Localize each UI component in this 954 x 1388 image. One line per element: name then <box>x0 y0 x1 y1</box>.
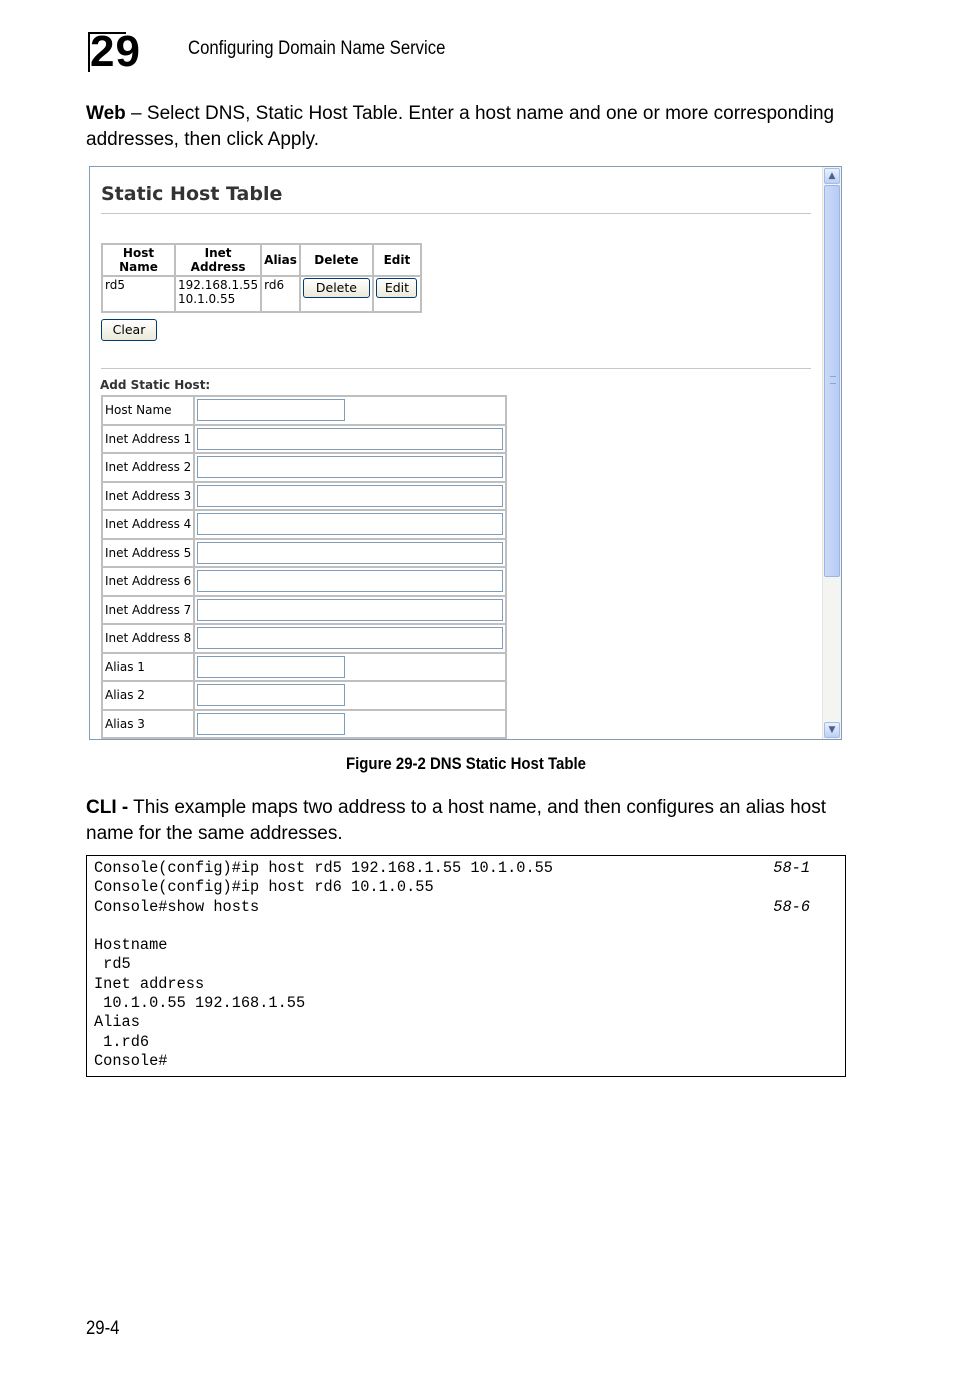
cli-description <box>86 795 856 847</box>
host-table <box>101 243 422 313</box>
inet-address-7-input[interactable] <box>197 599 503 621</box>
title-divider <box>101 213 811 215</box>
static-host-table-screenshot <box>89 166 842 740</box>
add-static-host-form <box>101 395 507 739</box>
inet-address-4-input[interactable] <box>197 513 503 535</box>
inet-address-2-input[interactable] <box>197 456 503 478</box>
inet-address-1-label: Inet Address 1 <box>102 425 194 454</box>
code-line <box>94 1052 838 1071</box>
code-line <box>94 917 838 936</box>
grip-icon <box>830 376 836 384</box>
form-row-alias-2 <box>102 681 506 710</box>
scroll-down-icon[interactable]: ▼ <box>824 722 840 738</box>
web-lead: Web <box>86 103 126 124</box>
col-alias: Alias <box>261 244 300 276</box>
inet-address-2: 10.1.0.55 <box>178 292 236 306</box>
form-row-inet-address-3 <box>102 482 506 511</box>
code-line <box>94 1033 838 1052</box>
inet-address-1: 192.168.1.55 <box>178 278 259 292</box>
alias-1-label: Alias 1 <box>102 653 194 682</box>
cell-alias: rd6 <box>261 276 300 312</box>
code-ref: 58-1 <box>773 859 810 877</box>
code-text: 10.1.0.55 192.168.1.55 <box>94 994 306 1013</box>
inet-address-6-input[interactable] <box>197 570 503 592</box>
form-row-inet-address-6 <box>102 567 506 596</box>
alias-2-label: Alias 2 <box>102 681 194 710</box>
inet-address-8-input[interactable] <box>197 627 503 649</box>
form-row-alias-1 <box>102 653 506 682</box>
form-row-alias-3 <box>102 710 506 739</box>
code-text: 1.rd6 <box>94 1032 150 1051</box>
chapter-number: 29 <box>90 27 141 76</box>
inet-address-6-label: Inet Address 6 <box>102 567 194 596</box>
form-row-inet-address-8 <box>102 624 506 653</box>
clear-button[interactable]: Clear <box>101 319 157 341</box>
host-name-input[interactable] <box>197 399 345 421</box>
form-row-host-name <box>102 396 506 425</box>
col-host-name: Host Name <box>102 244 175 276</box>
code-line <box>94 994 838 1013</box>
chapter-number-box <box>88 27 166 76</box>
code-text: Console(config)#ip host rd6 10.1.0.55 <box>94 878 434 897</box>
form-row-inet-address-2 <box>102 453 506 482</box>
form-row-inet-address-4 <box>102 510 506 539</box>
inet-address-3-input[interactable] <box>197 485 503 507</box>
cell-edit <box>373 276 421 312</box>
inet-address-2-label: Inet Address 2 <box>102 453 194 482</box>
web-instructions <box>86 101 856 153</box>
code-text: Alias <box>94 1013 140 1032</box>
inet-address-7-label: Inet Address 7 <box>102 596 194 625</box>
code-text: Hostname <box>94 936 168 955</box>
code-text: Console(config)#ip host rd5 192.168.1.55 10.1.0.55 <box>94 859 553 877</box>
add-static-host-label: Add Static Host: <box>100 378 211 392</box>
col-inet-address: Inet Address <box>175 244 261 276</box>
cli-text: This example maps two address to a host name, and then configures an alias host name for the same addresses. <box>86 797 826 844</box>
cli-lead: CLI - <box>86 797 129 818</box>
alias-3-label: Alias 3 <box>102 710 194 739</box>
scrollbar-thumb[interactable] <box>824 185 840 577</box>
code-line <box>94 859 838 878</box>
code-line <box>94 1013 838 1032</box>
scroll-up-icon[interactable]: ▲ <box>824 168 840 184</box>
inet-address-5-label: Inet Address 5 <box>102 539 194 568</box>
alias-3-input[interactable] <box>197 713 345 735</box>
figure-caption: Figure 29-2 DNS Static Host Table <box>346 754 586 773</box>
code-text: Inet address <box>94 974 205 993</box>
form-row-inet-address-5 <box>102 539 506 568</box>
code-line <box>94 898 838 917</box>
cell-delete <box>300 276 373 312</box>
code-text: Console#show hosts <box>94 897 260 916</box>
code-text: Console# <box>94 1051 168 1070</box>
cell-host-name: rd5 <box>102 276 175 312</box>
inet-address-8-label: Inet Address 8 <box>102 624 194 653</box>
inet-address-4-label: Inet Address 4 <box>102 510 194 539</box>
code-line <box>94 936 838 955</box>
code-line <box>94 975 838 994</box>
cell-inet-address <box>175 276 261 312</box>
alias-2-input[interactable] <box>197 684 345 706</box>
inet-address-1-input[interactable] <box>197 428 503 450</box>
code-ref: 58-6 <box>773 897 810 916</box>
inet-address-5-input[interactable] <box>197 542 503 564</box>
edit-button[interactable]: Edit <box>376 278 417 298</box>
host-name-label: Host Name <box>102 396 194 425</box>
code-line <box>94 878 838 897</box>
col-edit: Edit <box>373 244 421 276</box>
section-divider <box>101 368 811 370</box>
web-text: – Select DNS, Static Host Table. Enter a host name and one or more corresponding addresses, then click Apply. <box>86 103 835 150</box>
cli-code-block <box>86 855 846 1077</box>
code-text: rd5 <box>94 955 131 974</box>
table-row <box>102 276 421 312</box>
alias-1-input[interactable] <box>197 656 345 678</box>
delete-button[interactable]: Delete <box>303 278 370 298</box>
chapter-title: Configuring Domain Name Service <box>188 38 446 59</box>
screen-title: Static Host Table <box>101 183 283 205</box>
code-line <box>94 955 838 974</box>
page-number: 29-4 <box>86 1318 120 1339</box>
form-row-inet-address-1 <box>102 425 506 454</box>
col-delete: Delete <box>300 244 373 276</box>
inet-address-3-label: Inet Address 3 <box>102 482 194 511</box>
form-row-inet-address-7 <box>102 596 506 625</box>
host-table-header <box>102 244 421 276</box>
vertical-scrollbar[interactable] <box>822 167 841 739</box>
